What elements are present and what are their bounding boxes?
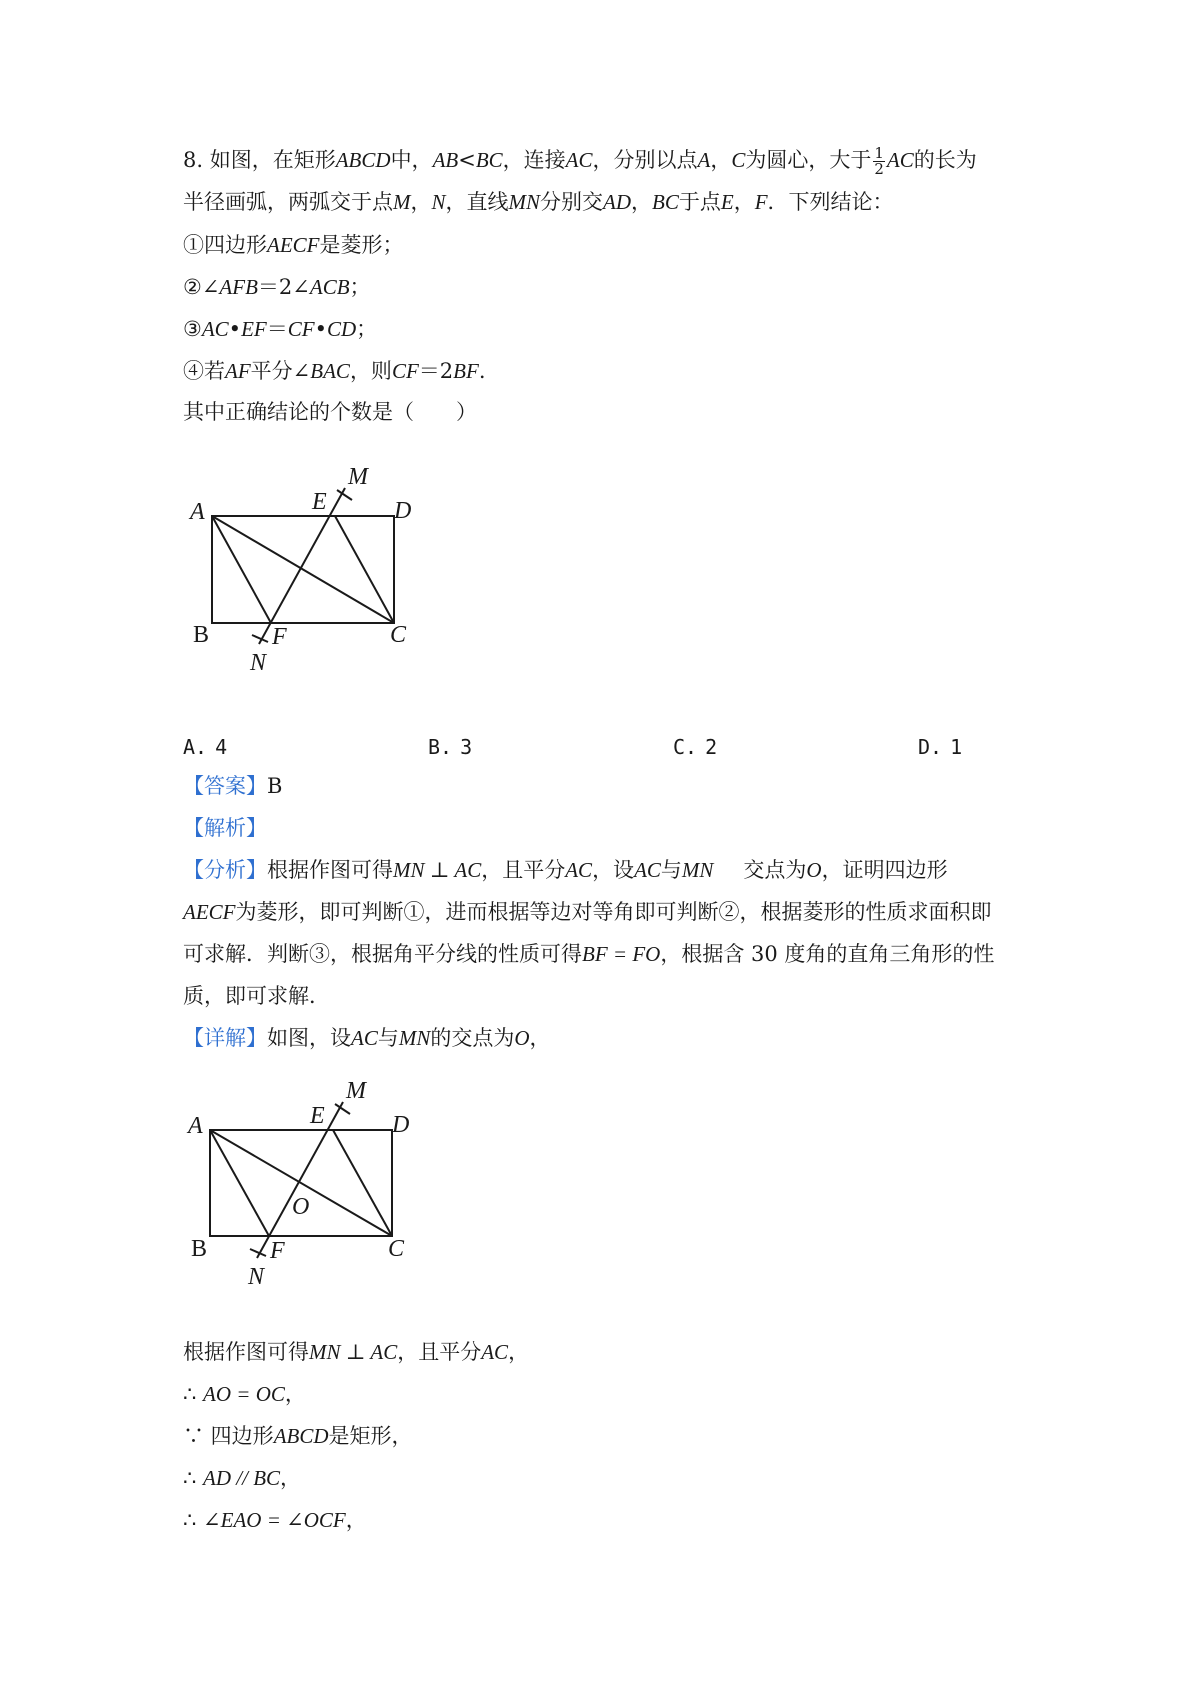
label-m: M <box>346 1078 366 1104</box>
label-o: O <box>292 1194 310 1220</box>
step-2: ∴ AO = OC， <box>183 1382 306 1406</box>
segment-af <box>212 516 271 623</box>
step-4: ∴ AD // BC， <box>183 1466 302 1490</box>
label-a: A <box>188 1113 203 1139</box>
analysis-line-4: 质，即可求解． <box>183 984 330 1008</box>
problem-line-1: 8. 如图，在矩形ABCD中，AB<BC，连接AC，分别以点A，C为圆心，大于 $\frac{1}{2}$ AC的长为 <box>183 144 977 178</box>
detail-line: 【详解】如图，设AC与MN的交点为O， <box>183 1026 551 1050</box>
label-b: B <box>191 1236 208 1262</box>
label-f: F <box>270 1238 285 1264</box>
step-1: 根据作图可得MN ⊥ AC，且平分AC， <box>183 1340 530 1364</box>
step-5: ∴ ∠EAO = ∠OCF， <box>183 1508 367 1532</box>
segment-af <box>210 1130 269 1236</box>
option-a[interactable]: A. 4 <box>183 735 228 759</box>
label-c: C <box>388 1236 405 1262</box>
analysis-line-2: AECF为菱形，即可判断①，进而根据等边对等角即可判断②，根据菱形的性质求面积即 <box>183 900 992 924</box>
segment-ec <box>335 516 394 623</box>
analysis-heading: 【解析】 <box>183 816 267 840</box>
analysis-line-3: 可求解．判断③，根据角平分线的性质可得BF = FO，根据含 30 度角的直角三角形的性 <box>183 942 995 966</box>
label-f: F <box>272 624 287 650</box>
option-c[interactable]: C. 2 <box>673 735 718 759</box>
answer-value: B <box>267 774 283 798</box>
problem-line-2: 半径画弧，两弧交于点M，N，直线MN分别交AD，BC于点E，F．下列结论： <box>183 190 894 214</box>
label-b: B <box>193 622 210 648</box>
segment-ec <box>333 1130 392 1236</box>
label-n: N <box>248 1264 265 1290</box>
label-e: E <box>310 1103 325 1129</box>
diagonal-ac <box>212 516 394 623</box>
label-m: M <box>348 464 368 490</box>
conclusion-4: ④若AF平分∠BAC，则CF＝2BF. <box>183 359 486 383</box>
line-mn <box>257 1102 343 1258</box>
question-text: 其中正确结论的个数是（ ） <box>183 400 477 424</box>
label-d: D <box>394 498 412 524</box>
option-b[interactable]: B. 3 <box>428 735 473 759</box>
label-e: E <box>312 489 327 515</box>
analysis-line-1: 【分析】根据作图可得MN ⊥ AC，且平分AC，设AC与MN 交点为O，证明四边形 <box>183 858 948 882</box>
conclusion-2: ②∠AFB＝2∠ACB； <box>183 275 371 299</box>
answer-tag: 【答案】 <box>183 774 267 798</box>
fraction-one-half: $\frac{1}{2}$ <box>874 144 884 178</box>
rectangle-figure-2 <box>180 1062 440 1302</box>
diagonal-ac <box>210 1130 392 1236</box>
option-d[interactable]: D. 1 <box>918 735 963 759</box>
label-a: A <box>190 499 205 525</box>
label-d: D <box>392 1112 410 1138</box>
problem-number: 8. <box>183 148 204 172</box>
step-3: ∵ 四边形ABCD是矩形， <box>183 1424 413 1448</box>
conclusion-3: ③AC•EF＝CF•CD； <box>183 317 378 341</box>
label-n: N <box>250 650 267 676</box>
rectangle-figure-1 <box>180 450 440 680</box>
conclusion-1: ①四边形AECF是菱形； <box>183 233 404 257</box>
label-c: C <box>390 622 407 648</box>
answer-line <box>183 772 282 800</box>
line-mn <box>259 488 345 644</box>
